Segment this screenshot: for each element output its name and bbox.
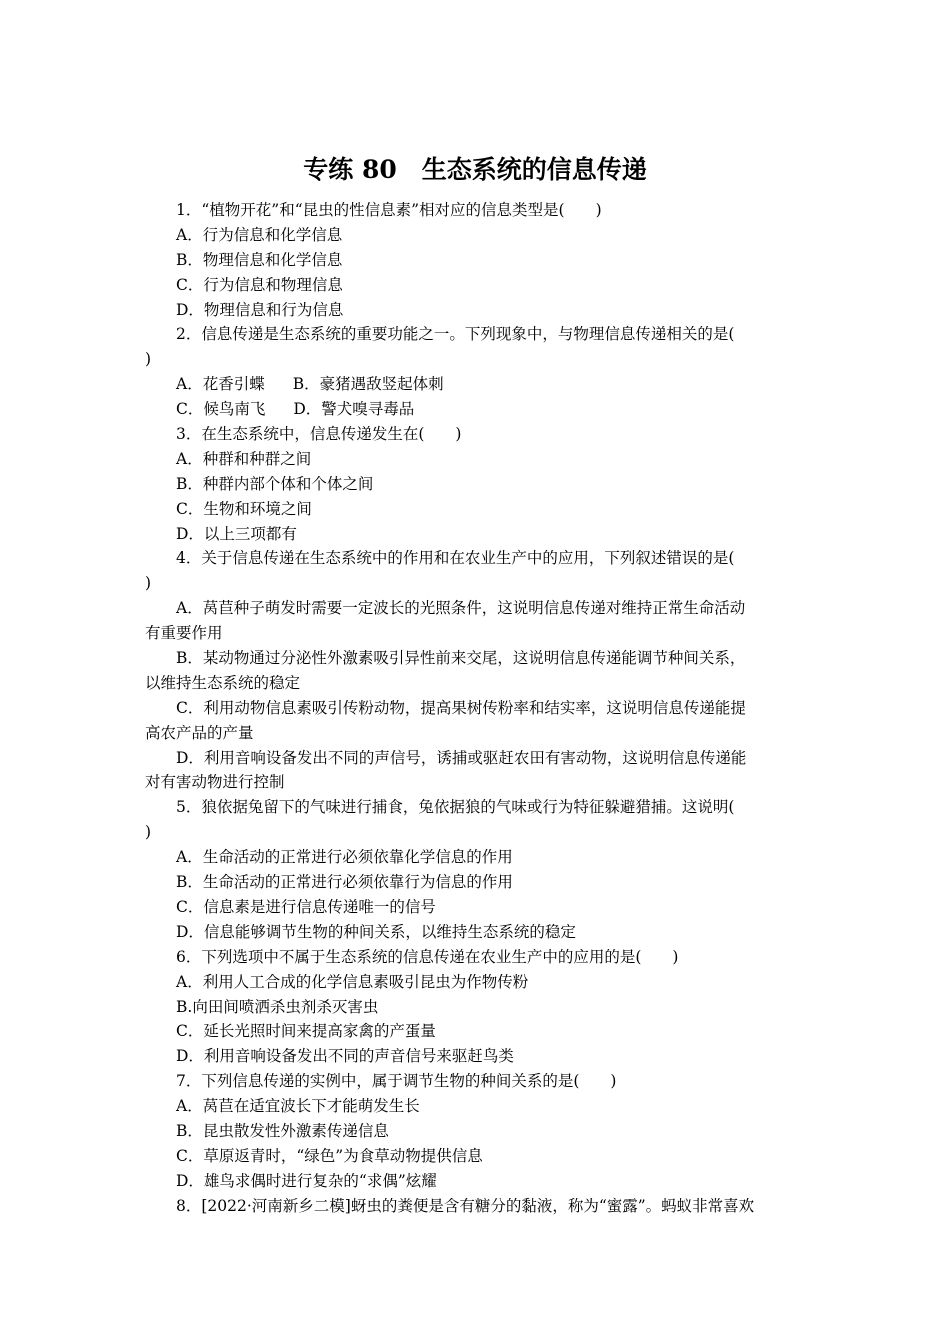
question-7-option-d: D．雄鸟求偶时进行复杂的“求偶”炫耀 bbox=[176, 1171, 437, 1190]
question-7-stem: 7．下列信息传递的实例中，属于调节生物的种间关系的是( ) bbox=[176, 1072, 617, 1091]
question-3-option-a: A．种群和种群之间 bbox=[176, 449, 312, 468]
question-2-stem-cont: ) bbox=[145, 350, 152, 369]
question-5-option-a: A．生命活动的正常进行必须依靠化学信息的作用 bbox=[176, 848, 513, 867]
question-2-option-c: C．候鸟南飞 bbox=[176, 400, 266, 419]
question-3-stem: 3．在生态系统中，信息传递发生在( ) bbox=[176, 425, 462, 444]
question-4-option-a: A．莴苣种子萌发时需要一定波长的光照条件，这说明信息传递对维持正常生命活动 bbox=[176, 599, 746, 618]
question-1-stem: 1．“植物开花”和“昆虫的性信息素”相对应的信息类型是( ) bbox=[176, 201, 602, 219]
question-7-option-c: C．草原返青时，“绿色”为食草动物提供信息 bbox=[176, 1146, 483, 1165]
question-1-option-a: A．行为信息和化学信息 bbox=[176, 225, 343, 244]
question-4-option-d-cont: 对有害动物进行控制 bbox=[145, 773, 285, 792]
question-6-stem: 6．下列选项中不属于生态系统的信息传递在农业生产中的应用的是( ) bbox=[176, 947, 679, 966]
question-2-option-b: B．豪猪遇敌竖起体刺 bbox=[292, 375, 444, 394]
question-4-option-b-cont: 以维持生态系统的稳定 bbox=[145, 673, 301, 692]
question-3-option-d: D．以上三项都有 bbox=[176, 524, 297, 543]
question-3-option-c: C．生物和环境之间 bbox=[176, 499, 312, 518]
question-5-option-c: C．信息素是进行信息传递唯一的信号 bbox=[176, 897, 436, 916]
document-body bbox=[145, 198, 807, 1219]
question-2-options-ab bbox=[145, 372, 807, 397]
question-5-option-d: D．信息能够调节生物的种间关系，以维持生态系统的稳定 bbox=[176, 922, 576, 941]
question-1-option-d: D．物理信息和行为信息 bbox=[176, 300, 344, 319]
question-2-option-d: D．警犬嗅寻毒品 bbox=[293, 400, 415, 419]
page-title: 专练 80 生态系统的信息传递 bbox=[303, 155, 647, 184]
question-4-option-c-cont: 高农产品的产量 bbox=[145, 723, 254, 742]
question-6-option-d: D．利用音响设备发出不同的声音信号来驱赶鸟类 bbox=[176, 1047, 514, 1066]
question-8-stem: 8．[2022·河南新乡二模]蚜虫的粪便是含有糖分的黏液，称为“蜜露”。蚂蚁非常喜欢 bbox=[176, 1196, 755, 1215]
question-2-options-cd bbox=[145, 397, 807, 422]
question-4-stem: 4．关于信息传递在生态系统中的作用和在农业生产中的应用，下列叙述错误的是( bbox=[176, 549, 735, 568]
question-5-option-b: B．生命活动的正常进行必须依靠行为信息的作用 bbox=[176, 873, 513, 892]
question-3-option-b: B．种群内部个体和个体之间 bbox=[176, 474, 374, 493]
question-1-option-c: C．行为信息和物理信息 bbox=[176, 275, 343, 294]
question-5-stem: 5．狼依据兔留下的气味进行捕食，兔依据狼的气味或行为特征躲避猎捕。这说明( bbox=[176, 798, 735, 817]
question-5-stem-cont: ) bbox=[145, 823, 152, 842]
question-4-stem-cont: ) bbox=[145, 574, 152, 593]
question-7-option-a: A．莴苣在适宜波长下才能萌发生长 bbox=[176, 1097, 420, 1116]
question-2-option-a: A．花香引蝶 bbox=[176, 375, 265, 394]
question-6-option-a: A．利用人工合成的化学信息素吸引昆虫为作物传粉 bbox=[176, 972, 529, 991]
question-4-option-d: D．利用音响设备发出不同的声信号，诱捕或驱赶农田有害动物，这说明信息传递能 bbox=[176, 748, 747, 767]
question-6-option-b: B.向田间喷洒杀虫剂杀灭害虫 bbox=[176, 997, 379, 1016]
question-4-option-c: C．利用动物信息素吸引传粉动物，提高果树传粉率和结实率，这说明信息传递能提 bbox=[176, 698, 746, 717]
question-6-option-c: C．延长光照时间来提高家禽的产蛋量 bbox=[176, 1022, 436, 1041]
question-2-stem: 2．信息传递是生态系统的重要功能之一。下列现象中，与物理信息传递相关的是( bbox=[176, 325, 735, 344]
question-1-option-b: B．物理信息和化学信息 bbox=[176, 250, 343, 269]
question-4-option-a-cont: 有重要作用 bbox=[145, 624, 223, 643]
question-4-option-b: B．某动物通过分泌性外激素吸引异性前来交尾，这说明信息传递能调节种间关系， bbox=[176, 649, 746, 668]
question-7-option-b: B．昆虫散发性外激素传递信息 bbox=[176, 1121, 389, 1140]
